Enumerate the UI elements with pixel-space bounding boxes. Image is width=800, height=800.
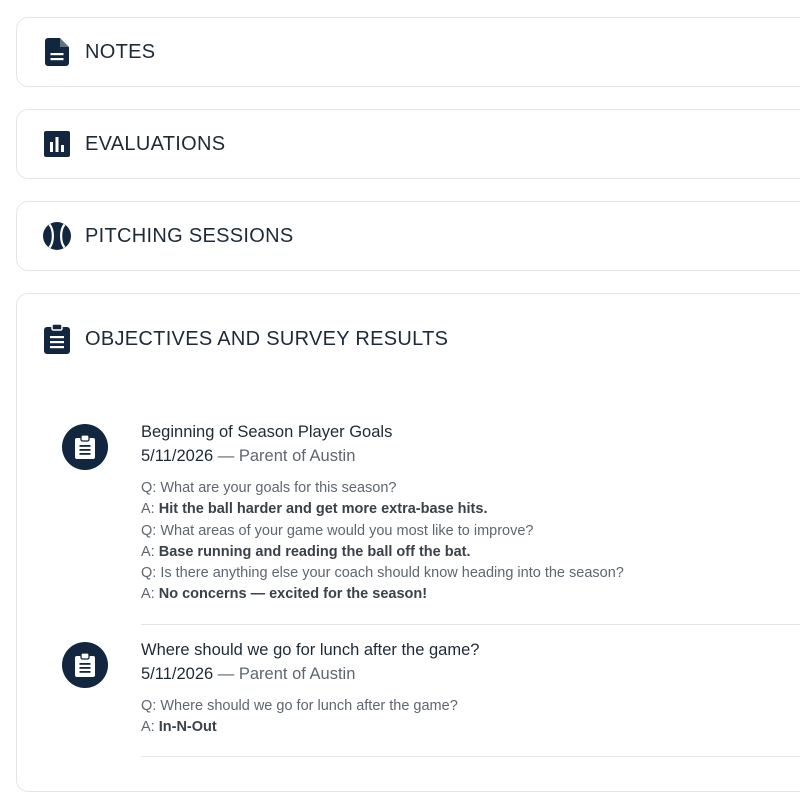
survey-qa	[141, 478, 800, 606]
objectives-title: OBJECTIVES AND SURVEY RESULTS	[85, 327, 449, 350]
survey-qa	[141, 696, 800, 739]
evaluations-title: EVALUATIONS	[85, 132, 226, 155]
notes-section	[16, 17, 800, 87]
question	[141, 521, 800, 542]
survey-separator: —	[217, 447, 235, 465]
answer-text: No concerns — excited for the season!	[158, 586, 428, 603]
answer-prefix: A:	[141, 543, 155, 560]
answer-text: In-N-Out	[158, 719, 217, 736]
question	[141, 696, 800, 717]
survey-meta	[141, 444, 800, 468]
baseball-icon	[43, 222, 71, 250]
survey-respondent: Parent of Austin	[238, 665, 356, 683]
document-icon	[43, 38, 71, 66]
question	[141, 478, 800, 499]
question-prefix: Q:	[141, 480, 157, 496]
survey-title: Where should we go for lunch after the game?	[141, 641, 480, 659]
question-text: Where should we go for lunch after the game?	[160, 698, 458, 714]
bar-chart-icon	[43, 130, 71, 158]
clipboard-icon	[43, 325, 71, 353]
answer	[141, 499, 800, 520]
answer	[141, 542, 800, 563]
answer	[141, 584, 800, 605]
survey-divider	[141, 756, 800, 757]
question-text: Is there anything else your coach should know heading into the season?	[160, 565, 624, 582]
question	[141, 563, 800, 584]
pitching-sessions-title: PITCHING SESSIONS	[85, 224, 294, 247]
survey-clipboard-icon	[62, 424, 108, 470]
question-prefix: Q:	[141, 698, 157, 714]
objectives-header[interactable]	[17, 294, 800, 384]
survey-date: 5/11/2026	[141, 665, 214, 683]
question-text: What are your goals for this season?	[160, 480, 397, 496]
evaluations-header[interactable]	[17, 110, 800, 178]
survey-divider	[141, 624, 800, 625]
survey-meta	[141, 662, 800, 686]
answer-text: Hit the ball harder and get more extra-base hits.	[158, 501, 488, 518]
pitching-sessions-section	[16, 201, 800, 271]
question-prefix: Q:	[141, 522, 157, 539]
pitching-sessions-header[interactable]	[17, 202, 800, 270]
notes-title: NOTES	[85, 40, 156, 63]
survey-date: 5/11/2026	[141, 447, 214, 465]
survey-respondent: Parent of Austin	[238, 447, 356, 465]
objectives-section	[16, 293, 800, 792]
answer-prefix: A:	[141, 719, 155, 736]
survey-content	[141, 638, 800, 739]
survey-clipboard-icon	[62, 642, 108, 688]
answer-prefix: A:	[141, 501, 155, 518]
survey-separator: —	[217, 665, 235, 683]
answer	[141, 717, 800, 738]
survey-title: Beginning of Season Player Goals	[141, 423, 393, 441]
answer-text: Base running and reading the ball off the bat.	[158, 543, 471, 560]
question-text: What areas of your game would you most like to improve?	[160, 522, 534, 539]
notes-header[interactable]	[17, 18, 800, 86]
survey-content	[141, 420, 800, 606]
question-prefix: Q:	[141, 565, 157, 582]
answer-prefix: A:	[141, 586, 155, 603]
evaluations-section	[16, 109, 800, 179]
